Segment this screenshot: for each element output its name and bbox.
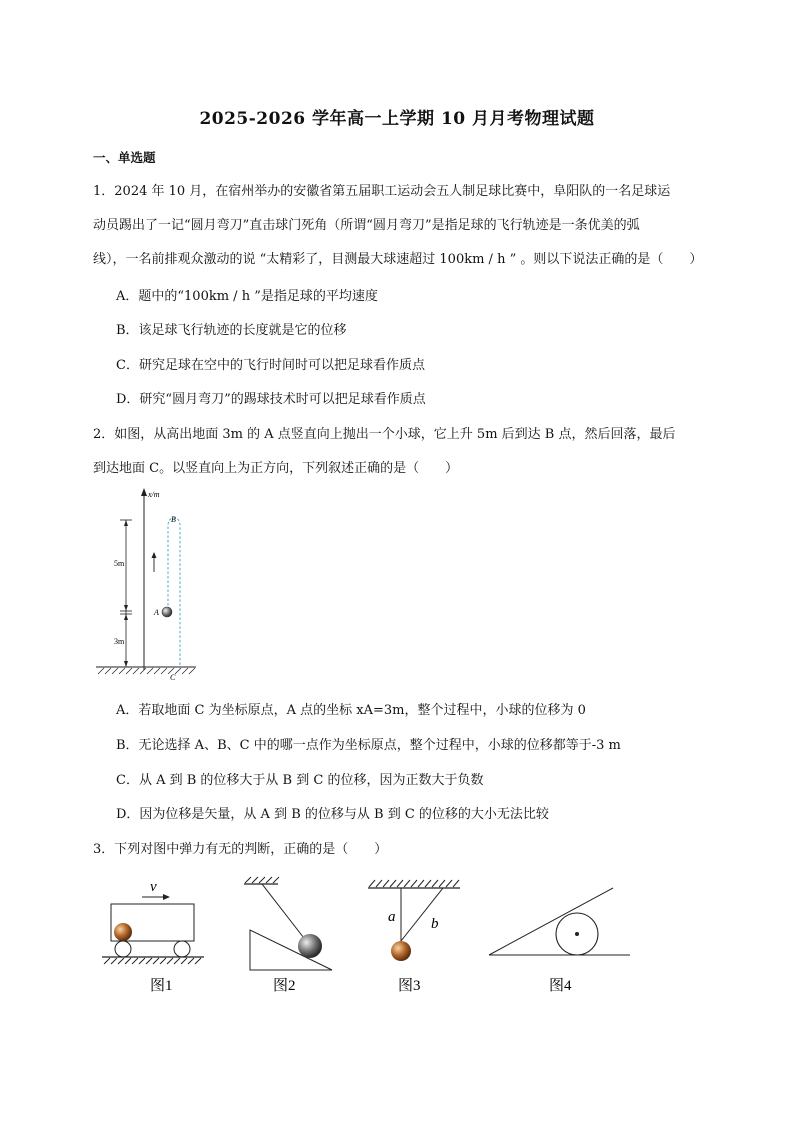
ball: [391, 941, 411, 961]
figure-3-caption: 图3: [398, 978, 421, 994]
q3-stem-line-1: 3．下列对图中弹力有无的判断，正确的是（ ）: [93, 842, 388, 857]
point-c-label: C: [170, 673, 176, 682]
q2-stem-line-2: 到达地面 C。以竖直向上为正方向，下列叙述正确的是（ ）: [93, 461, 459, 476]
axis-arrow: [141, 488, 147, 496]
q2-stem-line-1: 2．如图，从高出地面 3m 的 A 点竖直向上抛出一个小球，它上升 5m 后到达 B 点，然后回落，最后: [93, 427, 676, 442]
hanging-string: [262, 884, 307, 942]
rope-b-label: b: [431, 916, 439, 932]
ground-hatching: [98, 668, 195, 674]
q3-figure-4-wedge: [485, 880, 635, 1000]
q1-option-d: D．研究“圆月弯刀”的踢球技术时可以把足球看作质点: [116, 392, 426, 407]
label-5m: 5m: [114, 559, 125, 568]
ground-hatching: [104, 958, 201, 964]
q2-vertical-throw-figure: [92, 486, 202, 686]
point-b-label: B: [171, 515, 176, 524]
q1-stem-line-3: 线），一名前排观众激动的说 “太精彩了，目测最大球速超过 100km / h ” 。则以下说法正确的是（ ）: [93, 252, 703, 267]
label-3m: 3m: [114, 637, 125, 646]
q1-option-c: C．研究足球在空中的飞行时间时可以把足球看作质点: [116, 358, 425, 373]
q3-figure-1-cart: [100, 875, 210, 1000]
cart-wheel-right: [174, 941, 190, 957]
q2-option-d: D．因为位移是矢量，从 A 到 B 的位移与从 B 到 C 的位移的大小无法比较: [116, 807, 549, 822]
q3-figure-3-ropes: [360, 875, 470, 1000]
ceiling-hatching: [245, 877, 279, 883]
figure-2-caption: 图2: [273, 978, 296, 994]
ball-center: [575, 932, 579, 936]
ball: [114, 923, 132, 941]
q1-stem-line-2: 动员踢出了一记“圆月弯刀”直击球门死角（所谓“圆月弯刀”是指足球的飞行轨迹是一条优美的弧: [93, 218, 640, 233]
ball: [298, 934, 322, 958]
figure-1-caption: 图1: [150, 978, 173, 994]
q1-option-b: B．该足球飞行轨迹的长度就是它的位移: [116, 323, 347, 338]
ball: [162, 607, 172, 617]
q1-option-a: A．题中的“100km / h ”是指足球的平均速度: [116, 289, 378, 304]
rope-a-label: a: [388, 909, 396, 925]
velocity-label: v: [150, 879, 157, 895]
q2-option-b: B．无论选择 A、B、C 中的哪一点作为坐标原点，整个过程中，小球的位移都等于-3 m: [116, 738, 621, 753]
exam-title: 2025-2026 学年高一上学期 10 月月考物理试题: [199, 109, 595, 129]
rope-b: [401, 888, 443, 941]
section-heading: 一、单选题: [93, 150, 156, 165]
q2-option-a: A．若取地面 C 为坐标原点，A 点的坐标 xA=3m，整个过程中，小球的位移为 0: [116, 703, 586, 718]
ceiling-hatching: [369, 880, 459, 887]
q2-option-c: C．从 A 到 B 的位移大于从 B 到 C 的位移，因为正数大于负数: [116, 773, 484, 788]
q3-figure-2-incline: [240, 870, 340, 1000]
trajectory-path: [168, 518, 180, 666]
cart-wheel-left: [115, 941, 131, 957]
q1-stem-line-1: 1．2024 年 10 月，在宿州举办的安徽省第五届职工运动会五人制足球比赛中，阜阳队的一名足球运: [93, 184, 671, 199]
axis-label: x/m: [148, 490, 160, 499]
point-a-label: A: [154, 608, 159, 617]
figure-4-caption: 图4: [549, 978, 572, 994]
